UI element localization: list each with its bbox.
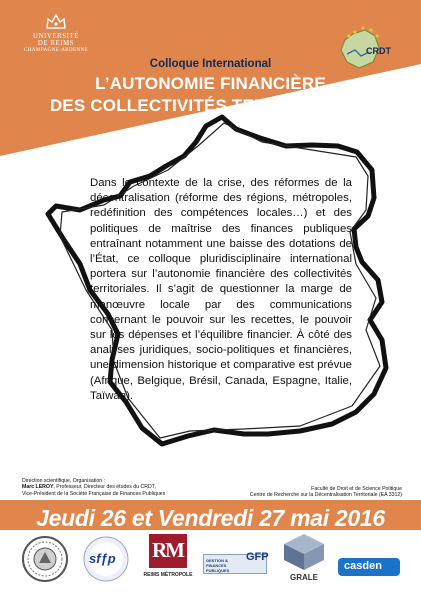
university-name-line2: DE REIMS (37, 40, 75, 48)
event-dates: Jeudi 26 et Vendredi 27 mai 2016 (36, 505, 385, 531)
rm-mark: RM (152, 538, 183, 562)
director-name: Marc LEROY (22, 484, 54, 491)
direction-line-1: Direction scientifique, Organisation : (22, 478, 106, 484)
gfp-mark: GFP (246, 551, 269, 563)
gfp-caption: GESTION & FINANCES PUBLIQUES (206, 558, 230, 573)
director-title: , Professeur, Directeur des études du CRDT, (53, 484, 156, 491)
title-line-1: L’AUTONOMIE FINANCIÈRE (95, 74, 326, 93)
grale-logo-text: GRALE (290, 573, 318, 582)
reims-metropole-logo (143, 534, 193, 584)
title-line-2: DES COLLECTIVITÉS TERRITORIALES (49, 96, 372, 115)
faculty-line-2: Centre de Recherche sur la Décentralisation Territoriale (EA 3312) (249, 492, 402, 499)
grale-logo (280, 532, 328, 584)
event-kicker: Colloque International (149, 58, 272, 70)
faculty-info (226, 486, 402, 499)
university-name-line1: UNIVERSITÉ (32, 33, 80, 40)
casden-logo (338, 558, 400, 576)
rm-caption: REIMS MÉTROPOLE (143, 572, 193, 578)
direction-line-3: Vice-Président de la Société Française de Finances Publiques (22, 490, 166, 497)
faculty-line-1: Faculté de Droit et de Science Politique (311, 486, 402, 492)
casden-logo-text: casden (344, 560, 382, 572)
sffp-logo-text: sfƒp (89, 551, 116, 566)
sffp-logo (80, 534, 132, 584)
gfp-logo (203, 548, 267, 580)
event-description: Dans le contexte de la crise, des réformes de la décentralisation (réforme des régions, métropoles, redéfinition des compétences locales…) et des politiques de maîtrise des finances publiques entraînant notamment une baisse des dotations de l’État, ce colloque pluridisciplinaire international portera sur l’autonomie financière des collectivités territoriales. Il s’agit de questionner la marge de manœuvre locale par des communications concernant le pouvoir sur les recettes, le pouvoir sur les dépenses et l’équilibre financier. À côté des analyses juridiques, socio-politiques et financières, une dimension historique et comparative est prévue (Afrique, Belgique, Brésil, Canada, Espagne, Italie, Taïwan). (90, 177, 352, 402)
university-name-line3: CHAMPAGNE-ARDENNE (24, 47, 88, 54)
university-seal-logo (20, 534, 70, 584)
university-crest-icon (45, 14, 67, 30)
scientific-direction (22, 478, 237, 497)
crdt-logo-text: CRDT (366, 46, 391, 56)
university-logo (14, 14, 98, 54)
grale-cube-icon (280, 532, 328, 572)
